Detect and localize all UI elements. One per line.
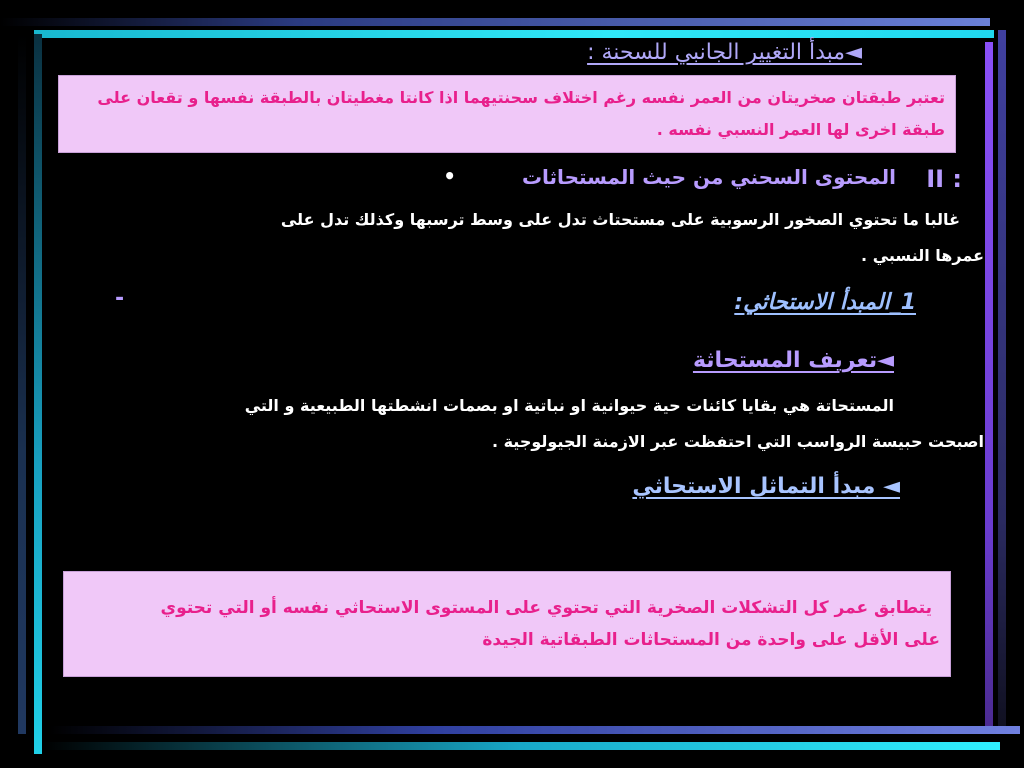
paragraph-facies-line2: عمرها النسبي .: [861, 246, 984, 265]
frame-bottom-bar-cyan: [42, 742, 1000, 750]
heading-lateral-facies: ◄مبدأ التغيير الجانبي للسحنة :: [587, 40, 862, 65]
fossil-definition-line2: اصبحت حبيسة الرواسب التي احتفظت عبر الازمنة الجيولوجية .: [491, 432, 984, 451]
section-number: II :: [926, 165, 962, 193]
frame-top-bar-cyan: [34, 30, 994, 38]
subheading-fossil-principle: 1_المبدأ الاستحاثي:: [734, 290, 916, 315]
frame-right-bar-purple: [985, 42, 993, 732]
fossil-definition-line1: المستحاتة هي بقايا كائنات حية حيوانية او نباتية او بصمات انشطتها الطبيعية و التي: [244, 396, 894, 415]
box1-line2: طبقة اخرى لها العمر النسبي نفسه .: [656, 120, 945, 139]
definition-box-faunal: [63, 571, 951, 677]
subheading-dash: -: [115, 286, 125, 311]
heading-faunal-succession: ◄ مبدأ التماثل الاستحاثي: [632, 474, 900, 499]
definition-box-lateral: [58, 75, 956, 153]
section-title: المحتوى السحني من حيث المستحاثات: [521, 165, 896, 189]
frame-left-bar-cyan: [34, 34, 42, 754]
frame-right-bar-dark: [998, 30, 1006, 730]
box2-line2: على الأقل على واحدة من المستحاثات الطبقاتية الجيدة: [482, 630, 940, 650]
heading-fossil-definition: ◄تعريف المستحاثة: [692, 348, 894, 373]
section-bullet: •: [443, 164, 456, 188]
box1-line1: تعتبر طبقتان صخريتان من العمر نفسه رغم اختلاف سحنتيهما اذا كانتا مغطيتان بالطبقة نفسها و تقعان على: [97, 88, 945, 107]
paragraph-facies-line1: غالبا ما تحتوي الصخور الرسوبية على مستحتاث تدل على وسط ترسبها وكذلك تدل على: [280, 210, 960, 229]
box2-line1: يتطابق عمر كل التشكلات الصخرية التي تحتوي على المستوى الاستحاثي نفسه أو التي تحتوي: [160, 598, 932, 618]
frame-top-bar-blue: [0, 18, 990, 26]
frame-bottom-bar-blue: [50, 726, 1020, 734]
frame-left-bar-dark: [18, 34, 26, 734]
